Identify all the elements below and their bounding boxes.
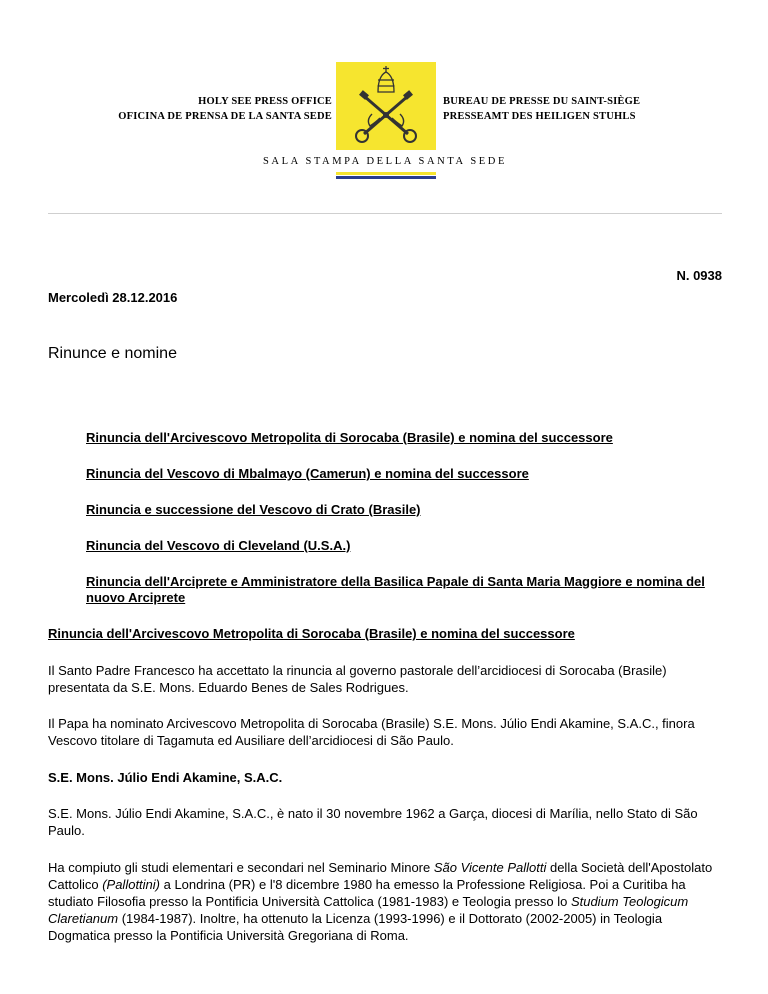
page-title: Rinunce e nomine — [48, 345, 177, 362]
toc-link-cleveland[interactable]: Rinuncia del Vescovo di Cleveland (U.S.A.) — [86, 538, 351, 553]
header-left-line1: HOLY SEE PRESS OFFICE — [198, 96, 332, 107]
section-heading-link[interactable]: Rinuncia dell'Arcivescovo Metropolita di Sorocaba (Brasile) e nomina del successore — [48, 626, 575, 641]
header-yellow-bar — [336, 172, 436, 175]
header-subtitle: SALA STAMPA DELLA SANTA SEDE — [262, 156, 507, 167]
header-divider — [48, 213, 722, 214]
header-right-line2: PRESSEAMT DES HEILIGEN STUHLS — [443, 111, 636, 122]
header-right-titles — [443, 94, 693, 124]
studies-text-1: Ha compiuto gli studi elementari e secondari nel Seminario Minore — [48, 860, 434, 875]
header-left-line2: OFICINA DE PRENSA DE LA SANTA SEDE — [118, 111, 332, 122]
biography-heading: S.E. Mons. Júlio Endi Akamine, S.A.C. — [48, 770, 283, 785]
header-left-titles — [100, 94, 332, 124]
toc-link-santa-maria-maggiore[interactable]: Rinuncia dell'Arciprete e Amministratore della Basilica Papale di Santa Maria Maggiore e nomina del nuovo Arciprete — [86, 574, 705, 605]
studies-text-2: della Società dell'Apostolato Cattolico — [48, 860, 713, 892]
paragraph-birth: S.E. Mons. Júlio Endi Akamine, S.A.C., è nato il 30 novembre 1962 a Garça, diocesi di Marília, nello Stato di São Paulo. — [48, 806, 698, 838]
studies-text-3: a Londrina (PR) e l'8 dicembre 1980 ha emesso la Professione Religiosa. Poi a Curitiba ha studiato Filosofia presso la Pontificia Università Cattolica (1981-1983) e Teologia presso lo — [48, 877, 686, 909]
paragraph-appointment: Il Papa ha nominato Arcivescovo Metropolita di Sorocaba (Brasile) S.E. Mons. Júlio Endi Akamine, S.A.C., finora Vescovo titolare di Tagamuta ed Ausiliare dell’arcidiocesi di São Paulo. — [48, 716, 695, 748]
studies-seminary-name: São Vicente Pallotti — [433, 860, 547, 875]
header-blue-bar — [336, 176, 436, 179]
papal-coat-of-arms-icon — [336, 62, 436, 150]
studies-pallottini: (Pallottini) — [102, 877, 160, 892]
header-right-line1: BUREAU DE PRESSE DU SAINT-SIÈGE — [443, 96, 641, 107]
paragraph-resignation: Il Santo Padre Francesco ha accettato la rinuncia al governo pastorale dell’arcidiocesi di Sorocaba (Brasile) presentata da S.E. Mons. Eduardo Benes de Sales Rodrigues. — [48, 663, 667, 695]
bulletin-date: Mercoledì 28.12.2016 — [48, 290, 178, 305]
studies-claretianum: Studium Teologicum Claretianum — [48, 894, 689, 926]
studies-text-4: (1984-1987). Inoltre, ha ottenuto la Licenza (1993-1996) e il Dottorato (2002-2005) in Teologia Dogmatica presso la Pontificia Università Gregoriana di Roma. — [48, 911, 663, 943]
bulletin-number: N. 0938 — [676, 268, 722, 283]
toc-link-sorocaba[interactable]: Rinuncia dell'Arcivescovo Metropolita di Sorocaba (Brasile) e nomina del successore — [86, 430, 613, 445]
toc-link-mbalmayo[interactable]: Rinuncia del Vescovo di Mbalmayo (Camerun) e nomina del successore — [86, 466, 529, 481]
toc-link-crato[interactable]: Rinuncia e successione del Vescovo di Crato (Brasile) — [86, 502, 421, 517]
paragraph-studies — [48, 859, 720, 944]
